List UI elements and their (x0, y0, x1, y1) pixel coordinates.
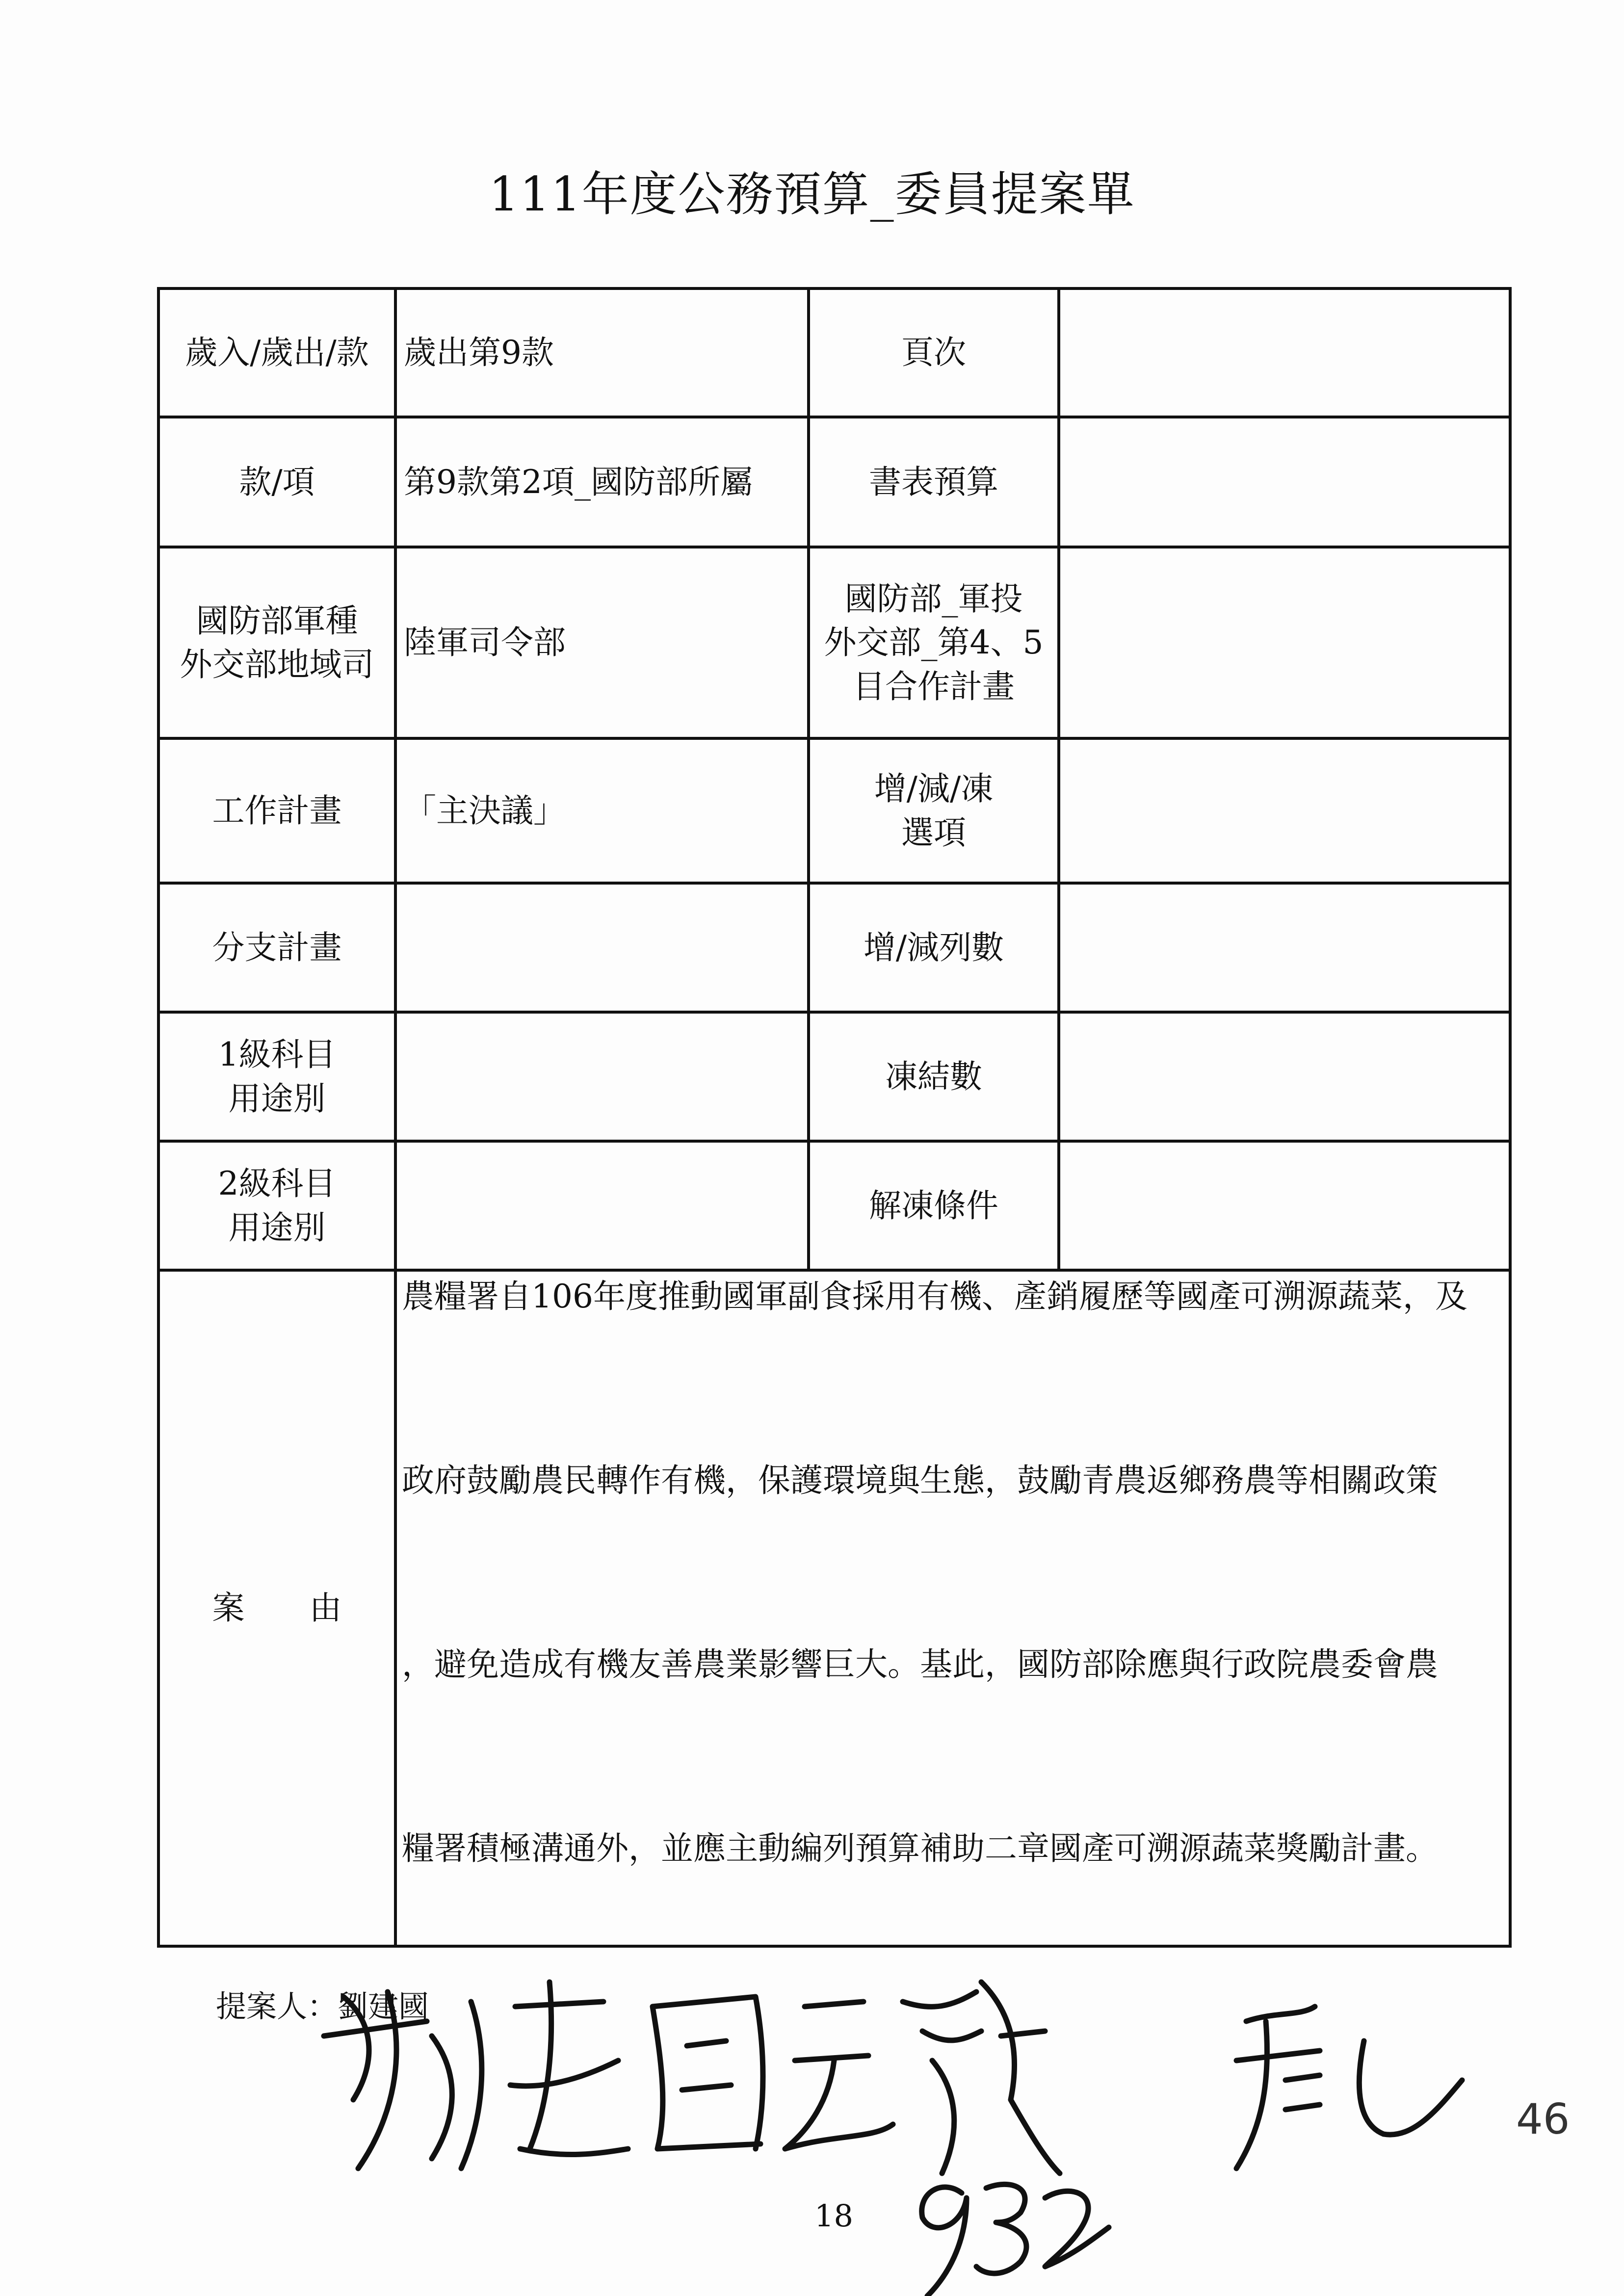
value-unfreeze-condition (1059, 1141, 1510, 1270)
signature-2 (510, 1982, 628, 2155)
label-level1-subject-line1: 1級科目 (218, 1036, 336, 1074)
reason-line-3: ，避免造成有機友善農業影響巨大。基此，國防部除應與行政院農委會農 (402, 1645, 1438, 1684)
proposer-name: 劉建國 (338, 1988, 429, 2024)
label-page: 頁次 (809, 288, 1059, 417)
value-frozen-amount (1059, 1012, 1510, 1141)
value-amount (1059, 883, 1510, 1012)
signature-5 (903, 1982, 1060, 2173)
label-level1-subject (158, 1012, 395, 1141)
reason-line-1: 農糧署自106年度推動國軍副食採用有機、產銷履歷等國產可溯源蔬菜，及 (402, 1278, 1467, 1315)
signature-4 (785, 2002, 893, 2149)
label-unfreeze-condition: 解凍條件 (809, 1141, 1059, 1270)
label-level1-subject-line2: 用途別 (228, 1079, 326, 1118)
handwritten-2 (1045, 2191, 1109, 2267)
label-reason: 案 由 (158, 1270, 395, 1946)
label-amount: 增/減列數 (809, 883, 1059, 1012)
value-section-item: 第9款第2項_國防部所屬 (395, 417, 809, 547)
value-page (1059, 288, 1510, 417)
label-military-investment-line3: 目合作計畫 (853, 667, 1015, 705)
value-branch: 陸軍司令部 (395, 547, 809, 738)
proposal-form-table (157, 287, 1512, 1948)
label-level2-subject (158, 1141, 395, 1270)
label-option-line2: 選項 (901, 813, 966, 852)
label-option (809, 738, 1059, 883)
label-military-investment-line2: 外交部_第4、5 (824, 624, 1044, 662)
value-option (1059, 738, 1510, 883)
label-military-investment-line1: 國防部_軍投 (844, 580, 1023, 618)
value-budget-category: 歲出第9款 (395, 288, 809, 417)
label-section-item: 款/項 (158, 417, 395, 547)
label-branch-line2: 外交部地域司 (180, 646, 374, 683)
page-number: 18 (814, 2198, 853, 2234)
row-branch (158, 547, 1510, 738)
reason-line-4: 糧署積極溝通外，並應主動編列預算補助二章國產可溯源蔬菜獎勵計畫。 (402, 1829, 1438, 1868)
row-reason (158, 1270, 1510, 1946)
signature-6 (1236, 2007, 1462, 2168)
label-budget-category: 歲入/歲出/款 (158, 288, 395, 417)
value-level1-subject (395, 1012, 809, 1141)
row-level1-subject (158, 1012, 1510, 1141)
proposer-label: 提案人： (216, 1988, 338, 2024)
value-work-plan: 「主決議」 (395, 738, 809, 883)
label-branch-line1: 國防部軍種 (196, 601, 358, 640)
row-sub-plan (158, 883, 1510, 1012)
value-military-investment (1059, 547, 1510, 738)
page-title: 111年度公務預算_委員提案單 (489, 167, 1135, 222)
row-section-item (158, 417, 1510, 547)
reason-line-2: 政府鼓勵農民轉作有機，保護環境與生態，鼓勵青農返鄉務農等相關政策 (402, 1461, 1438, 1500)
row-work-plan (158, 738, 1510, 883)
handwritten-9 (922, 2187, 967, 2296)
label-option-line1: 增/減/凍 (874, 770, 994, 808)
value-statement-budget (1059, 417, 1510, 547)
label-statement-budget: 書表預算 (809, 417, 1059, 547)
row-level2-subject (158, 1141, 1510, 1270)
label-branch (158, 547, 395, 738)
label-sub-plan: 分支計畫 (158, 883, 395, 1012)
label-level2-subject-line1: 2級科目 (218, 1165, 336, 1203)
label-frozen-amount: 凍結數 (809, 1012, 1059, 1141)
handwritten-3 (976, 2184, 1026, 2273)
row-budget-category (158, 288, 1510, 417)
value-sub-plan (395, 883, 809, 1012)
label-level2-subject-line2: 用途別 (228, 1208, 326, 1247)
value-level2-subject (395, 1141, 809, 1270)
value-reason (395, 1270, 1510, 1946)
signature-3 (653, 1997, 763, 2149)
label-military-investment (809, 547, 1059, 738)
proposer (216, 1982, 429, 2026)
label-work-plan: 工作計畫 (158, 738, 395, 883)
page-stamp: 46 (1516, 2095, 1570, 2144)
